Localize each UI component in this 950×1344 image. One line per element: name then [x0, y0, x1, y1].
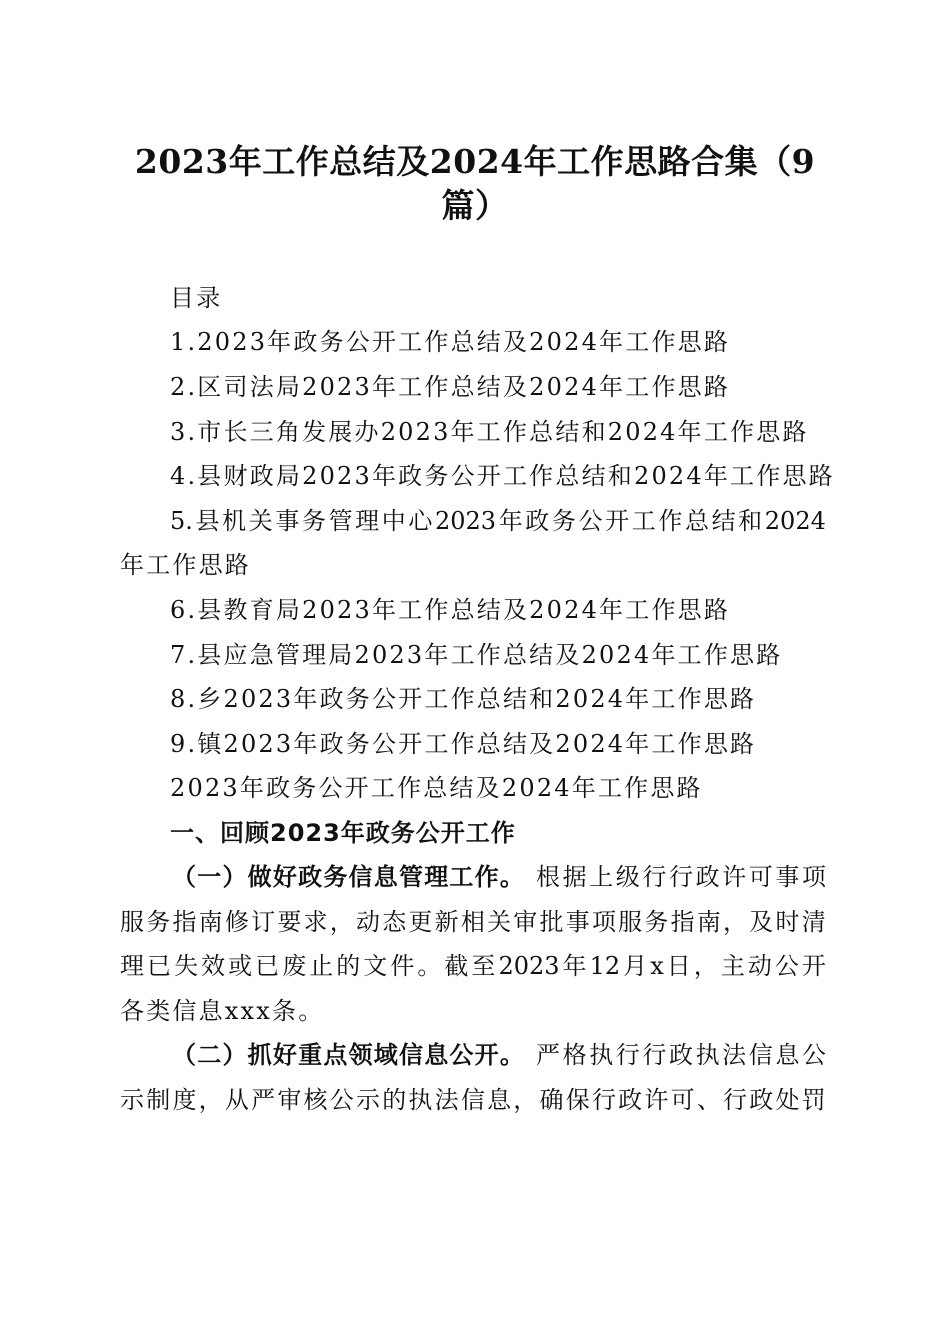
article-title: 2023年政务公开工作总结及2024年工作思路	[170, 774, 703, 802]
document-title-line-2: 篇）	[441, 186, 509, 225]
toc-item-continuation: 年工作思路	[120, 551, 251, 579]
toc-item: 9.镇2023年政务公开工作总结及2024年工作思路	[170, 730, 757, 758]
paragraph-1-text: 根 据 上 级 行 行 政 许 可 事 项	[536, 863, 826, 891]
toc-item: 1.2023年政务公开工作总结及2024年工作思路	[170, 328, 731, 356]
document-title	[120, 140, 830, 228]
paragraph-2-lead: （ 二 ） 抓 好 重 点 领 域 信 息 公 开 。	[172, 1041, 524, 1069]
paragraph-1-lead: （ 一 ） 做 好 政 务 信 息 管 理 工 作 。	[172, 863, 524, 891]
toc-item: 5. 县 机 关 事 务 管 理 中 心 2023 年 政 务 公 开 工 作 总 结 和 2024	[170, 507, 826, 535]
toc-item: 8.乡2023年政务公开工作总结和2024年工作思路	[170, 685, 757, 713]
section-heading: 一、回顾2023年政务公开工作	[170, 819, 516, 847]
paragraph-2-text: 严 格 执 行 行 政 执 法 信 息 公	[536, 1041, 826, 1069]
paragraph-2-line-1	[172, 1040, 826, 1070]
paragraph-1-line-4: 各类信息xxx条。	[120, 997, 325, 1025]
toc-item: 6.县教育局2023年工作总结及2024年工作思路	[170, 596, 731, 624]
toc-item: 3.市长三角发展办2023年工作总结和2024年工作思路	[170, 418, 809, 446]
toc-heading: 目录	[170, 284, 223, 312]
paragraph-2-line-2: 示 制 度 ， 从 严 审 核 公 示 的 执 法 信 息 ， 确 保 行 政 许 可 、 行 政 处 罚	[120, 1086, 826, 1114]
toc-item: 2.区司法局2023年工作总结及2024年工作思路	[170, 373, 731, 401]
document-title-line-1: 2023年工作总结及2024年工作思路合集（9	[134, 142, 816, 181]
paragraph-1-line-3: 理 已 失 效 或 已 废 止 的 文 件 。 截 至 2023 年 12 月 x 日 ， 主 动 公 开	[120, 952, 826, 980]
paragraph-1-line-1	[172, 862, 826, 892]
toc-item: 7.县应急管理局2023年工作总结及2024年工作思路	[170, 641, 783, 669]
toc-item: 4.县财政局2023年政务公开工作总结和2024年工作思路	[170, 462, 835, 490]
paragraph-1-line-2: 服 务 指 南 修 订 要 求 ， 动 态 更 新 相 关 审 批 事 项 服 务 指 南 ， 及 时 清	[120, 908, 826, 936]
